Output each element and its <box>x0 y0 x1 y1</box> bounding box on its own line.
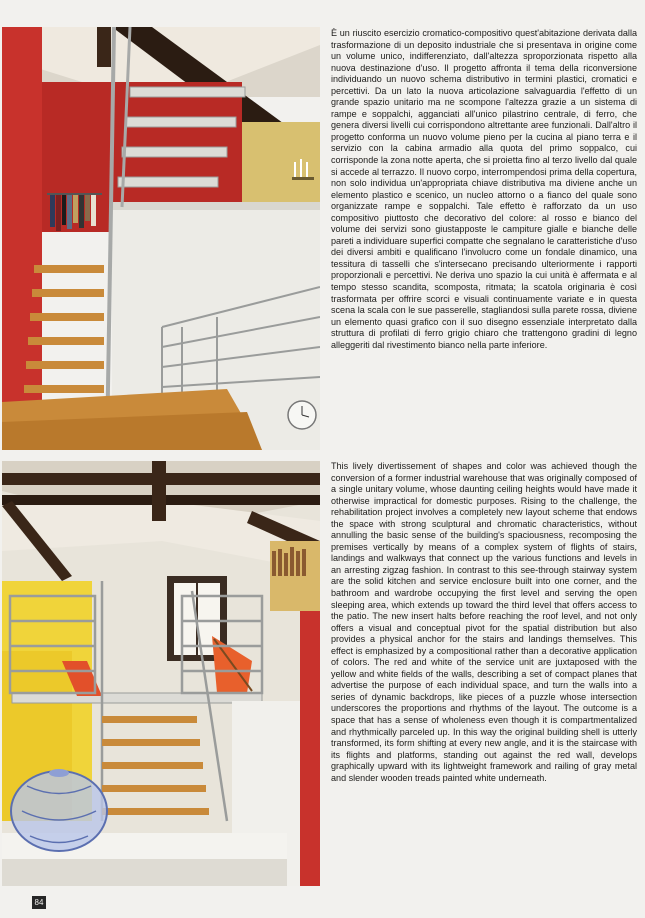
article-text-italian: È un riuscito esercizio cromatico-compositivo quest'abitazione derivata dalla trasformazione di un deposito industriale che si presentava in origine come un volume unico, indifferenziato, dall'altezza sproporzionata rispetto alla nuova destinazione d'uso. Il progetto affronta il tema della riconversione individuando un nuovo schema distributivo in termini plastici, cromatici e percettivi. Da un lato la nuova articolazione salvaguardia l'effetto di un grande spazio unitario ma ne scompone l'altezza grazie a un sistema di rampe e soppalchi, agganciati all'unico pilastrino centrale, di ferro, che genera diversi livelli cui corrispondono altrettante aree funzionali. Dall'altro il progetto conforma un nuovo volume pieno per la cucina al piano terra e il servizio con la cabina armadio alla quota del primo soppalco, cui corrisponde la zona notte aperta, che si proietta fino al terzo livello dal quale si accede al terrazzo. Il nuovo corpo, interrompendosi prima della copertura, non solo individua un'appropriata chiave distributiva ma diviene anche un elemento plastico e scenico, un nucleo attorno o a fianco del quale sono organizzate rampe e soppalchi. Tale effetto è rafforzato da un uso compositivo piuttosto che decorativo del colore: al rosso e bianco del volume dei servizi sono giustapposte le campiture gialle e bianche delle pareti a individuare superfici compatte che segnalano le caratteristiche d'uso dei diversi ambiti e qualificano l'involucro come un fondale dinamico, una tessitura di tasselli che s'intersecano precisando ulteriormente i rapporti proporzionali e percettivi. Ne deriva uno spazio la cui unità è affermata e al tempo stesso scandita, scomposta, ritmata; la scatola originaria è così trasformata per offrire scorci e visuali continuamente variate e in questa scena la scala con le sue passerelle, stagliandosi sulla parete rossa, diviene un elemento quasi grafico con il suo disegno essenziale interpretato dalla struttura di profilati di ferro grigio chiaro che trattengono gradini di legno alleggeriti dal rivestimento bianco nella parte inferiore. <box>331 28 637 350</box>
photo-bottom-interior <box>2 461 320 886</box>
article-text-english: This lively divertissement of shapes and color was achieved though the conversion of a former industrial warehouse that was originally composed of a single unitary volume, whose daunting ceiling heights would have made it otherwise impractical for domestic purposes. Rising to the challenge, the rehabilitation project involves a completely new layout scheme that endows the space with strong sculptural and chromatic characteristics, without annulling the basic sense of the building's spaciousness, recomposing the premises vertically by means of a complex system of flights of stairs, landings and walkways that connect up the various functions and levels in an arresting zigzag fashion. In contrast to this see-through stairway system are the solid kitchen and service enclosure built into one corner, and the bathroom and wardrobe occupying the first level and serving the open sleeping area, which extends up toward the third level that offers access to the patio. The new insert halts before reaching the roof level, and not only offers a visual and conceptual pivot for the spatial distribution but also provides a physical anchor for the stairs and landings themselves. This effect is emphasized by a compositional rather than a decorative application of colors. The red and white of the service unit are juxtaposed with the yellow and white fields of the walls, describing a set of compact planes that advertise the purpose of each individual space, and turn the walls into a series of dynamic backdrops, like pieces of a puzzle whose intersection underscores the proportions and rhythms of the layout. The outcome is a space that has a sense of wholeness even though it is compartmentalized and rhythmically parceled up. In this way the original building shell is utterly transformed, its form shifting at every new angle, and it is the staircase with its flights and platforms, standing out against the red wall, develops graphically upward with its lightweight framework and railing of gray metal and slender wooden treads painted white underneath. <box>331 461 637 783</box>
photo-top-interior <box>2 27 320 450</box>
page-number: 84 <box>32 896 46 909</box>
